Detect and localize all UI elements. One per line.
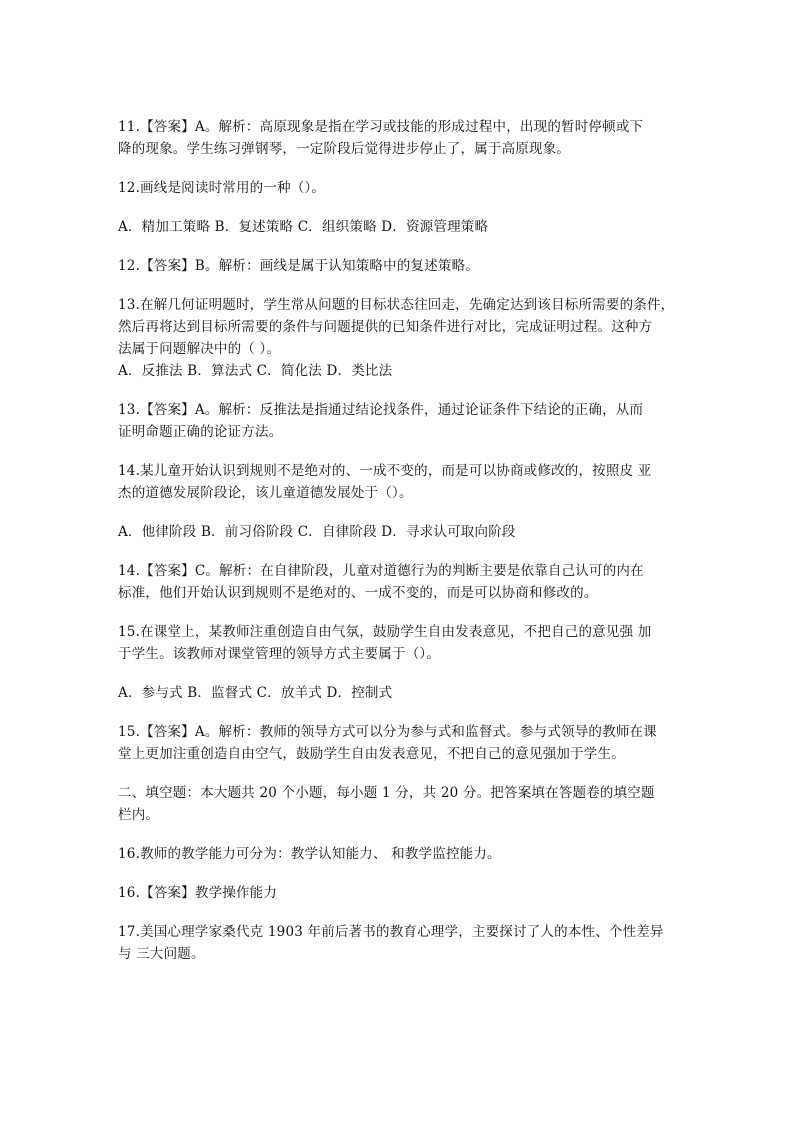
text-line: 14.【答案】C。解析：在自律阶段，儿童对道德行为的判断主要是依靠自己认可的内在 xyxy=(118,563,644,579)
text-line: 标准，他们开始认识到规则不是绝对的、一成不变的，而是可以协商和修改的。 xyxy=(118,585,598,601)
text-line: A．反推法 B．算法式 C．简化法 D．类比法 xyxy=(118,363,393,379)
text-line: 13.【答案】A。解析：反推法是指通过结论找条件，通过论证条件下结论的正确，从而 xyxy=(118,402,644,418)
text-line: A．精加工策略 B．复述策略 C．组织策略 D．资源管理策略 xyxy=(118,219,489,235)
text-line: 14.某儿童开始认识到规则不是绝对的、一成不变的，而是可以协商或修改的，按照皮 亚 xyxy=(118,463,652,479)
text-line: 11.【答案】A。解析：高原现象是指在学习或技能的形成过程中，出现的暂时停顿或下 xyxy=(118,119,644,135)
question-13 xyxy=(118,294,684,382)
answer-15 xyxy=(118,721,684,765)
text-line: A．参与式 B．监督式 C．放羊式 D．控制式 xyxy=(118,685,393,701)
text-line: 降的现象。学生练习弹钢琴，一定阶段后觉得进步停止了，属于高原现象。 xyxy=(118,141,571,157)
document-page xyxy=(118,116,684,965)
section-heading-fill-in xyxy=(118,782,684,826)
question-12 xyxy=(118,177,684,199)
text-line: 与 三大问题。 xyxy=(118,946,205,962)
answer-13 xyxy=(118,399,684,443)
question-15 xyxy=(118,621,684,665)
text-line: 12.【答案】B。解析：画线是属于认知策略中的复述策略。 xyxy=(118,258,479,274)
text-line: 二、填空题：本大题共 20 个小题，每小题 1 分，共 20 分。把答案填在答题卷的填空题 xyxy=(118,785,655,801)
text-line: 堂上更加注重创造自由空气，鼓励学生自由发表意见，不把自己的意见强加于学生。 xyxy=(118,746,625,762)
options-14 xyxy=(118,521,684,543)
answer-14 xyxy=(118,560,684,604)
text-line: 法属于问题解决中的（ ）。 xyxy=(118,341,281,357)
text-line: 证明命题正确的论证方法。 xyxy=(118,424,283,440)
text-line: 杰的道德发展阶段论，该儿童道德发展处于（）。 xyxy=(118,485,413,501)
answer-12 xyxy=(118,255,684,277)
text-line: 16.【答案】教学操作能力 xyxy=(118,885,278,901)
options-12 xyxy=(118,216,684,238)
text-line: 12.画线是阅读时常用的一种（）。 xyxy=(118,180,326,196)
text-line: 15.在课堂上，某教师注重创造自由气氛，鼓励学生自由发表意见，不把自己的意见强 加 xyxy=(118,624,652,640)
question-14 xyxy=(118,460,684,504)
text-line: 16.教师的教学能力可分为：教学认知能力、 和教学监控能力。 xyxy=(118,846,501,862)
answer-16 xyxy=(118,882,684,904)
text-line: 栏内。 xyxy=(118,807,160,823)
text-line: 15.【答案】A。解析：教师的领导方式可以分为参与式和监督式。参与式领导的教师在课 xyxy=(118,724,657,740)
text-line: 然后再将达到目标所需要的条件与问题提供的已知条件进行对比，完成证明过程。这种方 xyxy=(118,319,653,335)
text-line: 于学生。该教师对课堂管理的领导方式主要属于（）。 xyxy=(118,646,441,662)
text-line: A．他律阶段 B．前习俗阶段 C．自律阶段 D．寻求认可取向阶段 xyxy=(118,524,516,540)
answer-11 xyxy=(118,116,684,160)
text-line: 17.美国心理学家桑代克 1903 年前后著书的教育心理学，主要探讨了人的本性、个性差异 xyxy=(118,924,664,940)
question-16 xyxy=(118,843,684,865)
options-15 xyxy=(118,682,684,704)
question-17 xyxy=(118,921,684,965)
text-line: 13.在解几何证明题时，学生常从问题的目标状态往回走，先确定达到该目标所需要的条件， xyxy=(118,297,675,313)
